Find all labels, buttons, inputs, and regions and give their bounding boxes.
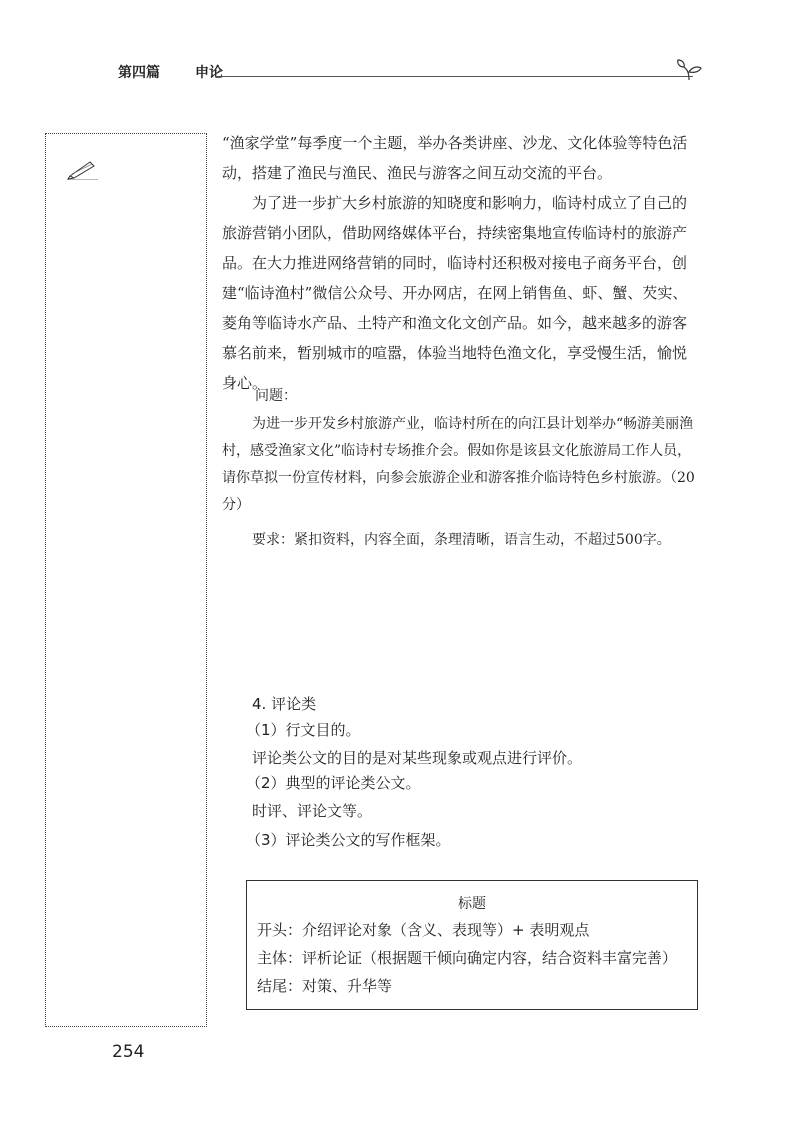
subsection-title: （3）评论类公文的写作框架。 bbox=[246, 831, 451, 849]
section-heading: 4. 评论类 bbox=[252, 695, 317, 713]
subsection-body: 时评、评论文等。 bbox=[252, 802, 373, 820]
sprout-icon bbox=[675, 58, 705, 82]
question-requirement: 要求：紧扣资料，内容全面，条理清晰，语言生动，不超过500字。 bbox=[252, 532, 671, 548]
framework-opening: 开头：介绍评论对象（含义、表现等）+ 表明观点 bbox=[257, 921, 590, 939]
note-margin bbox=[45, 133, 207, 1027]
subsection-title: （1）行文目的。 bbox=[246, 721, 361, 739]
subsection-body: 评论类公文的目的是对某些现象或观点进行评价。 bbox=[252, 749, 583, 767]
chapter-title: 申论 bbox=[195, 65, 223, 81]
part-label: 第四篇 bbox=[118, 65, 160, 81]
page-number: 254 bbox=[112, 1042, 145, 1062]
framework-main: 主体：评析论证（根据题干倾向确定内容，结合资料丰富完善） bbox=[257, 949, 678, 967]
question-label: 问题： bbox=[255, 388, 297, 404]
pencil-icon bbox=[66, 158, 100, 180]
writing-framework-box bbox=[246, 880, 698, 1010]
framework-ending: 结尾：对策、升华等 bbox=[257, 977, 393, 995]
header-rule bbox=[215, 76, 693, 77]
question-text: 为进一步开发乡村旅游产业，临诗村所在的向江县计划举办“畅游美丽渔村，感受渔家文化”临诗村专场推介会。假如你是该县文化旅游局工作人员，请你草拟一份宣传材料，向参会旅游企业和游客推介临诗特色乡村旅游。（20分） bbox=[222, 416, 695, 513]
running-header bbox=[110, 58, 710, 88]
subsection-title: （2）典型的评论类公文。 bbox=[246, 774, 421, 792]
passage-paragraph: 为了进一步扩大乡村旅游的知晓度和影响力，临诗村成立了自己的旅游营销小团队，借助网络媒体平台，持续密集地宣传临诗村的旅游产品。在大力推进网络营销的同时，临诗村还积极对接电子商务平台，创建“临诗渔村”微信公众号、开办网店，在网上销售鱼、虾、蟹、芡实、菱角等临诗水产品、土特产和渔文化文创产品。如今，越来越多的游客慕名前来，暂别城市的喧嚣，体验当地特色渔文化，享受慢生活，愉悦身心。 bbox=[222, 194, 688, 392]
framework-title: 标题 bbox=[458, 896, 486, 912]
passage-paragraph: “渔家学堂”每季度一个主题，举办各类讲座、沙龙、文化体验等特色活动，搭建了渔民与渔民、渔民与游客之间互动交流的平台。 bbox=[222, 134, 688, 182]
